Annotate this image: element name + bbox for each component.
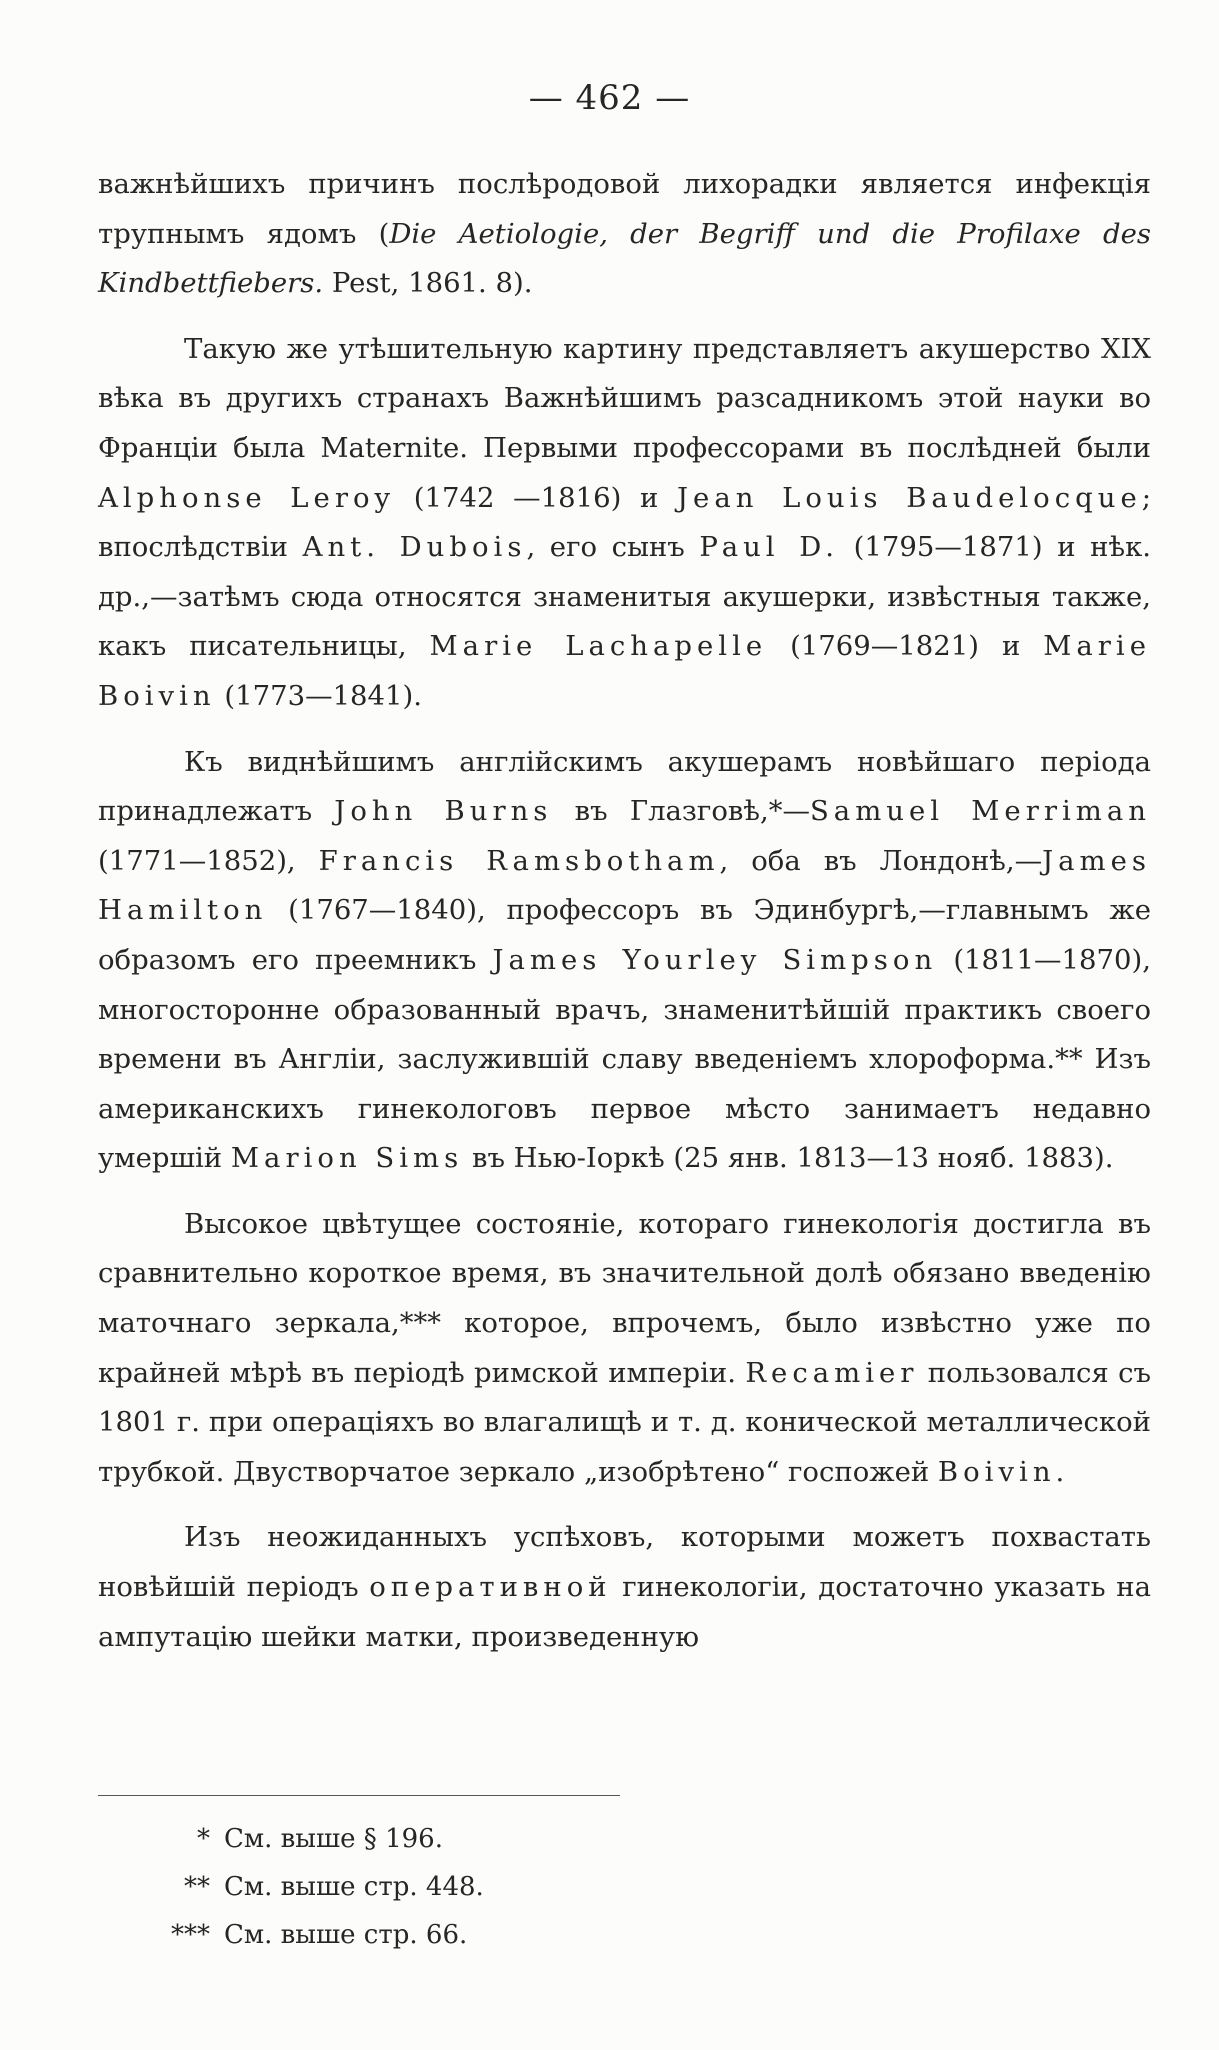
text-segment: въ Глазговѣ,*— xyxy=(552,795,810,828)
footnote-text: См. выше стр. 448. xyxy=(224,1872,484,1902)
footnote xyxy=(140,1815,484,1863)
spaced-name: Marie Lachapelle xyxy=(429,630,768,663)
spaced-name: оперативной xyxy=(369,1571,612,1604)
text-segment: (1811—1870), многосторонне образованный врачъ, знаменитѣйшій практикъ своего времени въ Англіи, заслужившій славу введеніемъ хлороформа.** Изъ американскихъ гинекологовъ первое мѣсто занимаетъ недавно умершій xyxy=(98,943,1151,1175)
footnote xyxy=(140,1911,484,1959)
text-segment: (1742 —1816) и xyxy=(395,481,678,514)
footnote-mark: * xyxy=(197,1824,210,1854)
italic-citation: Die Aetiologie, der Begriff und die Profilaxe des Kindbettfiebers. xyxy=(98,217,1152,300)
text-segment: Высокое цвѣтущее состояніе, котораго гинекологія достигла въ сравнительно короткое время, въ значительной долѣ обязано введенію маточнаго зеркала,*** которое, впрочемъ, было извѣстно уже по крайней мѣрѣ въ періодѣ римской имперіи. xyxy=(98,1207,1151,1389)
spaced-name: Boivin xyxy=(937,1455,1056,1488)
footnote-divider xyxy=(98,1795,620,1796)
text-segment: (1795—1871) и нѣк. др.,—затѣмъ сюда относятся знаменитыя акушерки, извѣстныя также, какъ писательницы, xyxy=(98,531,1152,663)
spaced-name: Jean Louis Baudelocque xyxy=(677,481,1142,514)
paragraph xyxy=(98,160,1151,309)
spaced-name: Recamier xyxy=(745,1356,919,1389)
text-segment: (1769—1821) и xyxy=(767,630,1044,663)
paragraph xyxy=(98,738,1151,1184)
footnote xyxy=(140,1863,484,1911)
paragraph xyxy=(98,1200,1151,1498)
footnote-mark: *** xyxy=(171,1920,210,1950)
text-segment: (1767—1840), профессоръ въ Эдинбургѣ,—главнымъ же образомъ его преемникъ xyxy=(98,894,1151,976)
text-segment: Pest, 1861. 8). xyxy=(323,267,533,300)
text-segment: Изъ неожиданныхъ успѣховъ, которыми можетъ похвастать новѣйшій періодъ xyxy=(98,1521,1151,1604)
text-segment: (1771—1852), xyxy=(98,844,319,877)
spaced-name: Alphonse Leroy xyxy=(98,481,396,514)
text-segment: , оба въ Лондонѣ,— xyxy=(719,844,1043,877)
text-segment: (1773—1841). xyxy=(215,679,423,712)
spaced-name: James Hamilton xyxy=(98,844,1151,927)
footnote-text: См. выше стр. 66. xyxy=(224,1920,468,1950)
text-segment: , его сынъ xyxy=(526,531,700,564)
footnote-mark: ** xyxy=(184,1872,210,1902)
text-segment: въ Нью-Іоркѣ (25 янв. 1813—13 нояб. 1883). xyxy=(463,1142,1114,1175)
text-segment: гинекологіи, достаточно указать на ампутацію шейки матки, произведенную xyxy=(98,1571,1151,1653)
text-segment: важнѣйшихъ причинъ послѣродовой лихорадки является инфекція трупнымъ ядомъ ( xyxy=(98,168,1151,250)
page-number: — 462 — xyxy=(528,78,691,118)
spaced-name: Paul D. xyxy=(699,531,840,564)
spaced-name: Marion Sims xyxy=(230,1142,464,1175)
spaced-name: Marie Boivin xyxy=(98,630,1152,712)
paragraph xyxy=(98,325,1151,722)
paragraph xyxy=(98,1513,1151,1662)
text-segment: ; впослѣдствіи xyxy=(98,481,1151,564)
text-segment: . xyxy=(1055,1455,1065,1488)
spaced-name: Samuel Merriman xyxy=(809,795,1151,828)
body-text xyxy=(98,160,1151,1662)
spaced-name: John Burns xyxy=(334,795,553,828)
text-segment: Такую же утѣшительную картину представляетъ акушерство XIX вѣка въ другихъ странахъ Важнѣйшимъ разсадникомъ этой науки во Франціи была Maternite. Первыми профессорами въ послѣдней были xyxy=(98,332,1151,464)
spaced-name: James Yourley Simpson xyxy=(492,943,938,976)
spaced-name: Ant. Dubois xyxy=(302,531,527,564)
text-segment: пользовался съ 1801 г. при операціяхъ во влагалищѣ и т. д. конической металлической трубкой. Двустворчатое зеркало „изобрѣтено“ госпожей xyxy=(98,1356,1151,1488)
footnotes xyxy=(140,1815,484,1959)
text-segment: Къ виднѣйшимъ англійскимъ акушерамъ новѣйшаго періода принадлежатъ xyxy=(98,745,1151,828)
footnote-text: См. выше § 196. xyxy=(224,1824,443,1854)
spaced-name: Francis Ramsbotham xyxy=(318,844,720,877)
